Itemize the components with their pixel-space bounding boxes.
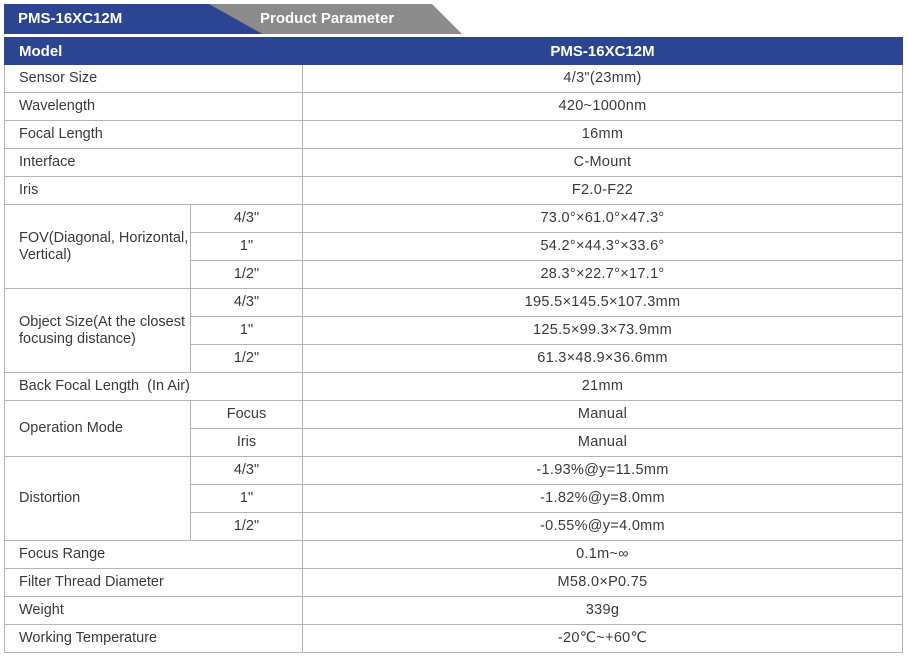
- row-value-focal-length: 16mm: [303, 121, 903, 149]
- table-row: [5, 569, 903, 597]
- row-sub-operation-iris: Iris: [191, 429, 303, 457]
- table-row: [5, 457, 903, 485]
- row-label-working-temperature: Working Temperature: [5, 625, 303, 653]
- table-row: [5, 373, 903, 401]
- row-label-back-focal-length: Back Focal Length (In Air): [5, 373, 303, 401]
- row-value-wavelength: 420~1000nm: [303, 93, 903, 121]
- row-value-filter-thread: M58.0×P0.75: [303, 569, 903, 597]
- row-label-filter-thread: Filter Thread Diameter: [5, 569, 303, 597]
- row-value-fov-2: 54.2°×44.3°×33.6°: [303, 233, 903, 261]
- row-value-distortion-3: -0.55%@y=4.0mm: [303, 513, 903, 541]
- row-sub-object-size-3: 1/2": [191, 345, 303, 373]
- row-sub-distortion-2: 1": [191, 485, 303, 513]
- row-value-object-size-1: 195.5×145.5×107.3mm: [303, 289, 903, 317]
- row-sub-distortion-3: 1/2": [191, 513, 303, 541]
- row-value-iris: F2.0-F22: [303, 177, 903, 205]
- row-value-fov-3: 28.3°×22.7°×17.1°: [303, 261, 903, 289]
- row-value-operation-iris: Manual: [303, 429, 903, 457]
- table-row: [5, 177, 903, 205]
- row-label-distortion: Distortion: [5, 457, 191, 541]
- table-row: [5, 541, 903, 569]
- row-label-interface: Interface: [5, 149, 303, 177]
- row-sub-distortion-1: 4/3": [191, 457, 303, 485]
- header-model-label: Model: [5, 38, 303, 65]
- table-row: [5, 205, 903, 233]
- row-label-object-size: Object Size(At the closest focusing distance): [5, 289, 191, 373]
- row-sub-object-size-2: 1": [191, 317, 303, 345]
- row-value-interface: C-Mount: [303, 149, 903, 177]
- model-tab-label: PMS-16XC12M: [18, 10, 123, 27]
- row-label-operation-mode: Operation Mode: [5, 401, 191, 457]
- row-sub-fov-1: 4/3": [191, 205, 303, 233]
- table-row: [5, 625, 903, 653]
- row-sub-object-size-1: 4/3": [191, 289, 303, 317]
- row-value-object-size-3: 61.3×48.9×36.6mm: [303, 345, 903, 373]
- row-label-weight: Weight: [5, 597, 303, 625]
- row-sub-fov-2: 1": [191, 233, 303, 261]
- row-label-fov: FOV(Diagonal, Horizontal, Vertical): [5, 205, 191, 289]
- row-label-sensor-size: Sensor Size: [5, 65, 303, 93]
- row-value-weight: 339g: [303, 597, 903, 625]
- table-row: [5, 597, 903, 625]
- header-model-value: PMS-16XC12M: [303, 38, 903, 65]
- table-row: [5, 289, 903, 317]
- row-label-focal-length: Focal Length: [5, 121, 303, 149]
- row-value-distortion-1: -1.93%@y=11.5mm: [303, 457, 903, 485]
- row-value-working-temperature: -20℃~+60℃: [303, 625, 903, 653]
- row-value-operation-focus: Manual: [303, 401, 903, 429]
- row-value-focus-range: 0.1m~∞: [303, 541, 903, 569]
- table-row: [5, 121, 903, 149]
- table-row: [5, 149, 903, 177]
- row-value-sensor-size: 4/3"(23mm): [303, 65, 903, 93]
- row-value-distortion-2: -1.82%@y=8.0mm: [303, 485, 903, 513]
- row-sub-fov-3: 1/2": [191, 261, 303, 289]
- header-tabs: [4, 4, 464, 36]
- row-value-object-size-2: 125.5×99.3×73.9mm: [303, 317, 903, 345]
- table-header-row: [5, 38, 903, 65]
- section-tab-label: Product Parameter: [260, 10, 395, 27]
- row-label-wavelength: Wavelength: [5, 93, 303, 121]
- row-value-fov-1: 73.0°×61.0°×47.3°: [303, 205, 903, 233]
- product-parameter-table: [4, 37, 903, 653]
- row-value-back-focal-length: 21mm: [303, 373, 903, 401]
- row-label-focus-range: Focus Range: [5, 541, 303, 569]
- table-row: [5, 65, 903, 93]
- row-sub-operation-focus: Focus: [191, 401, 303, 429]
- table-row: [5, 401, 903, 429]
- row-label-iris: Iris: [5, 177, 303, 205]
- table-row: [5, 93, 903, 121]
